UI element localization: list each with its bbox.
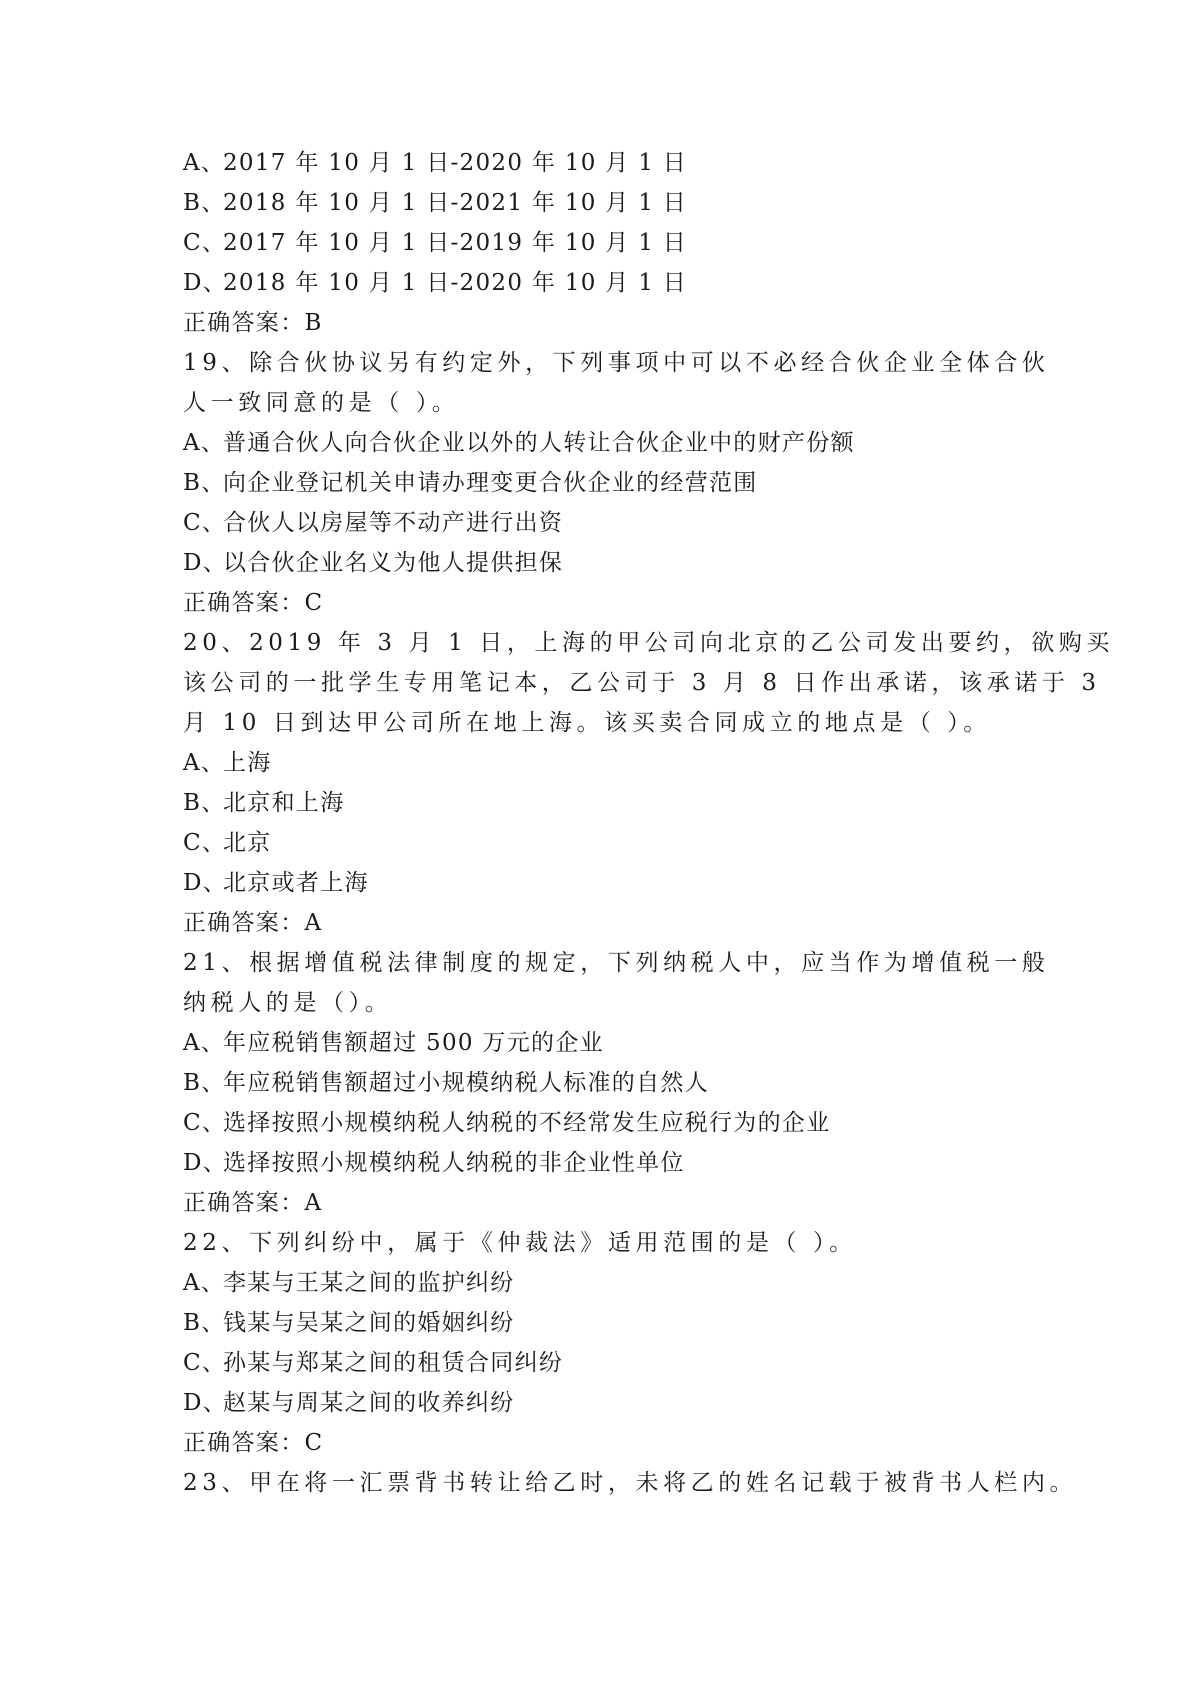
- option-line: [183, 143, 1033, 183]
- question-stem-line: 纳税人的是（）。: [183, 990, 393, 1016]
- option-label: D、: [183, 270, 228, 296]
- answer-line: 正确答案：B: [183, 310, 323, 336]
- option-label: D、: [183, 1150, 228, 1176]
- option-text: 北京和上海: [223, 790, 345, 816]
- option-line: [183, 463, 1033, 503]
- option-line: [183, 183, 1033, 223]
- option-text: 北京: [223, 830, 272, 856]
- option-label: C、: [183, 1110, 227, 1136]
- option-line: [183, 263, 1033, 303]
- option-label: A、: [183, 750, 226, 776]
- option-line: [183, 1383, 1033, 1423]
- answer-line: 正确答案：C: [183, 590, 324, 616]
- option-line: [183, 423, 1033, 463]
- option-line: [183, 1343, 1033, 1383]
- option-label: C、: [183, 1350, 227, 1376]
- question-stem-line: 23、甲在将一汇票背书转让给乙时，未将乙的姓名记载于被背书人栏内。: [183, 1470, 1078, 1496]
- question-text-block: [183, 143, 1115, 1503]
- option-text: 以合伙企业名义为他人提供担保: [223, 550, 564, 576]
- option-line: [183, 1303, 1033, 1343]
- answer-line: 正确答案：C: [183, 1430, 324, 1456]
- option-line: [183, 863, 1033, 903]
- option-text: 普通合伙人向合伙企业以外的人转让合伙企业中的财产份额: [223, 430, 855, 456]
- option-text: 北京或者上海: [223, 870, 369, 896]
- option-line: [183, 543, 1033, 583]
- option-text: 孙某与郑某之间的租赁合同纠纷: [223, 1350, 564, 1376]
- option-label: C、: [183, 510, 227, 536]
- option-label: A、: [183, 150, 226, 176]
- option-text: 赵某与周某之间的收养纠纷: [223, 1390, 515, 1416]
- option-line: [183, 743, 1033, 783]
- option-text: 选择按照小规模纳税人纳税的非企业性单位: [223, 1150, 685, 1176]
- option-text: 合伙人以房屋等不动产进行出资: [223, 510, 564, 536]
- option-line: [183, 1143, 1033, 1183]
- option-line: [183, 823, 1033, 863]
- option-line: [183, 783, 1033, 823]
- option-label: B、: [183, 190, 226, 216]
- option-label: D、: [183, 870, 228, 896]
- option-line: [183, 503, 1033, 543]
- answer-line: 正确答案：A: [183, 1190, 323, 1216]
- option-text: 2017 年 10 月 1 日-2020 年 10 月 1 日: [223, 150, 688, 176]
- question-stem-line: 人一致同意的是（ ）。: [183, 390, 460, 416]
- question-stem-line: 19、除合伙协议另有约定外，下列事项中可以不必经合伙企业全体合伙: [183, 350, 1050, 376]
- option-line: [183, 1023, 1033, 1063]
- question-stem-line: 该公司的一批学生专用笔记本，乙公司于 3 月 8 日作出承诺，该承诺于 3: [183, 670, 1101, 696]
- option-text: 李某与王某之间的监护纠纷: [223, 1270, 515, 1296]
- option-text: 2018 年 10 月 1 日-2021 年 10 月 1 日: [223, 190, 688, 216]
- question-stem-line: 21、根据增值税法律制度的规定，下列纳税人中，应当作为增值税一般: [183, 950, 1050, 976]
- option-line: [183, 1063, 1033, 1103]
- option-label: D、: [183, 550, 228, 576]
- option-text: 年应税销售额超过小规模纳税人标准的自然人: [223, 1070, 709, 1096]
- option-label: A、: [183, 430, 226, 456]
- option-text: 选择按照小规模纳税人纳税的不经常发生应税行为的企业: [223, 1110, 831, 1136]
- answer-line: 正确答案：A: [183, 910, 323, 936]
- question-stem-line: 22、下列纠纷中，属于《仲裁法》适用范围的是（ ）。: [183, 1230, 857, 1256]
- option-line: [183, 1263, 1033, 1303]
- option-label: B、: [183, 470, 226, 496]
- option-text: 钱某与吴某之间的婚姻纠纷: [223, 1310, 515, 1336]
- option-label: B、: [183, 1070, 226, 1096]
- option-label: D、: [183, 1390, 228, 1416]
- option-text: 2018 年 10 月 1 日-2020 年 10 月 1 日: [223, 270, 688, 296]
- option-label: B、: [183, 1310, 226, 1336]
- option-text: 2017 年 10 月 1 日-2019 年 10 月 1 日: [223, 230, 688, 256]
- question-stem-line: 月 10 日到达甲公司所在地上海。该买卖合同成立的地点是（ ）。: [183, 710, 991, 736]
- option-text: 上海: [223, 750, 272, 776]
- option-label: C、: [183, 830, 227, 856]
- option-label: A、: [183, 1270, 226, 1296]
- option-line: [183, 1103, 1033, 1143]
- option-text: 向企业登记机关申请办理变更合伙企业的经营范围: [223, 470, 758, 496]
- option-label: B、: [183, 790, 226, 816]
- question-stem-line: 20、2019 年 3 月 1 日，上海的甲公司向北京的乙公司发出要约，欲购买: [183, 630, 1115, 656]
- option-label: A、: [183, 1030, 226, 1056]
- option-label: C、: [183, 230, 227, 256]
- option-line: [183, 223, 1033, 263]
- option-text: 年应税销售额超过 500 万元的企业: [223, 1030, 604, 1056]
